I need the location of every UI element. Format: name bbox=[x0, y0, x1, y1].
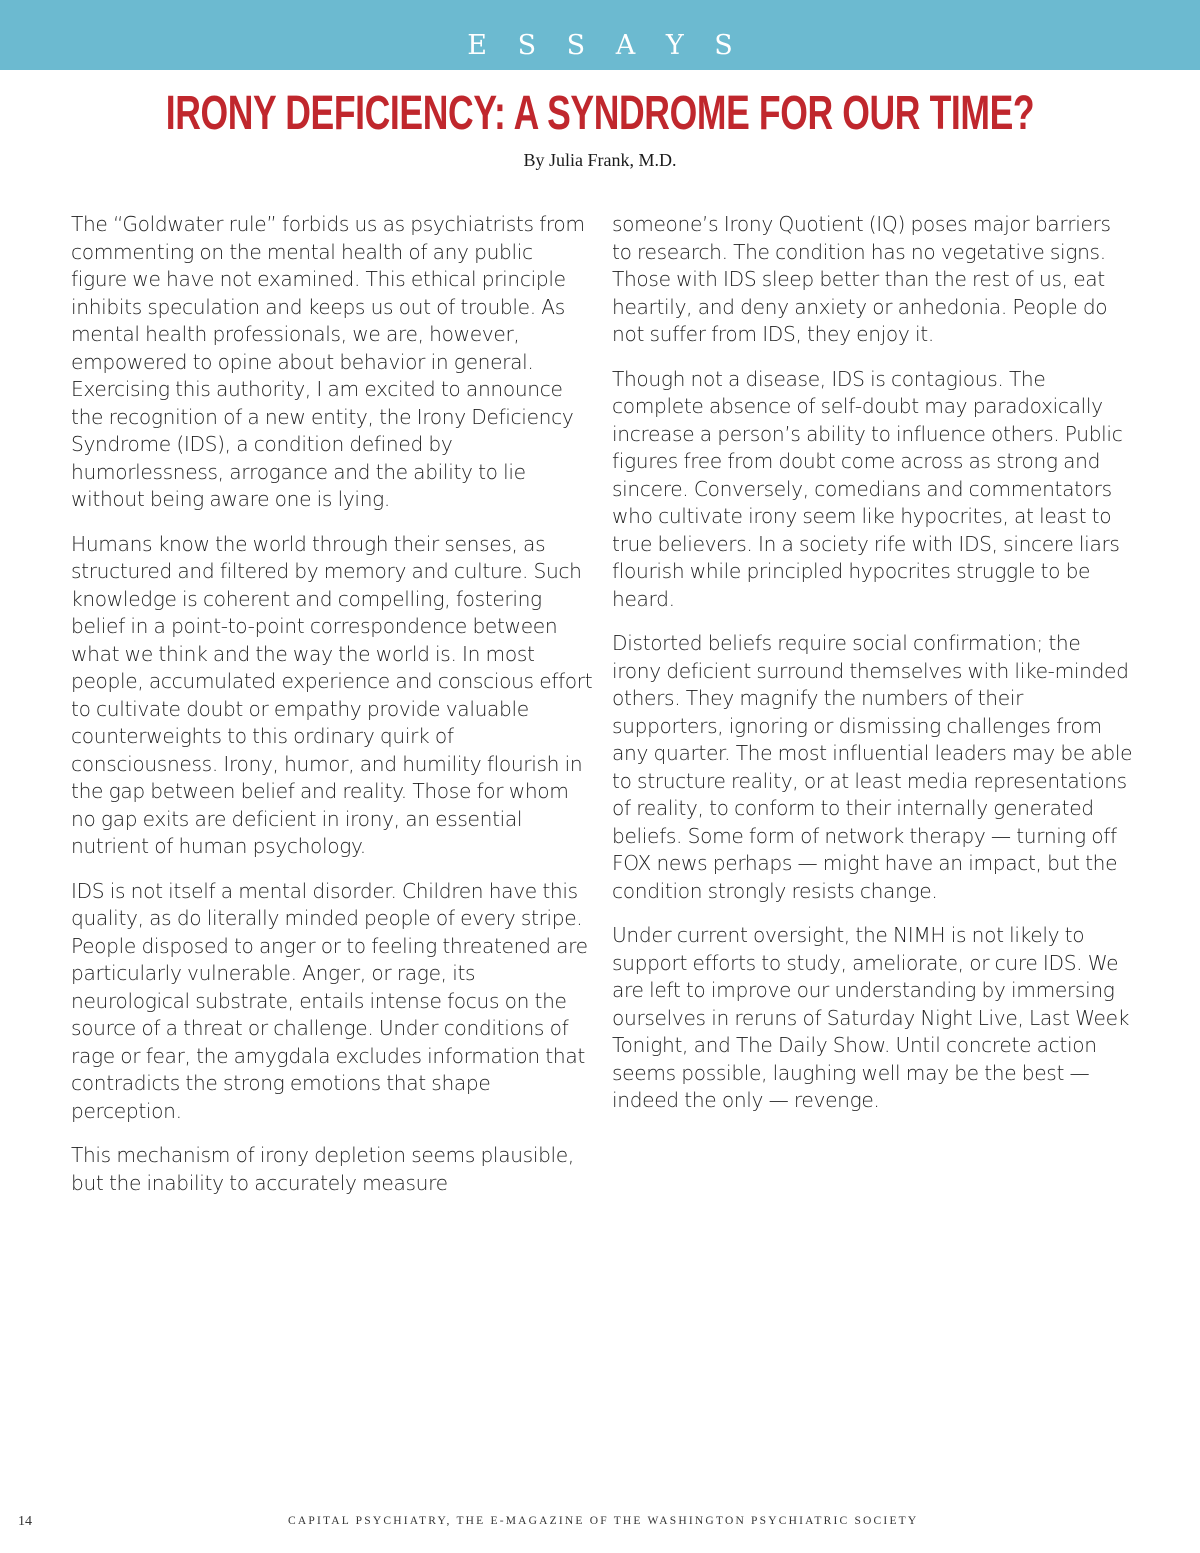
paragraph: This mechanism of irony depletion seems plausible, but the inability to accurately measure bbox=[71, 1143, 574, 1195]
footer-publication: CAPITAL PSYCHIATRY, THE E-MAGAZINE OF THE WASHINGTON PSYCHIATRIC SOCIETY bbox=[288, 1515, 919, 1527]
section-banner bbox=[0, 0, 1200, 70]
left-column bbox=[71, 211, 593, 1214]
paragraph: The “Goldwater rule” forbids us as psychiatrists from commenting on the mental health of any public figure we have not examined. This ethical principle inhibits speculation and keeps us out of trouble. As mental health professionals, we are, however, empowered to opine about behavior in general. Exercising this authority, I am excited to announce the recognition of a new entity, the Irony Deficiency Syndrome (IDS), a condition defined by humorlessness, arrogance and the ability to lie without being aware one is lying. bbox=[71, 212, 585, 511]
paragraph: Though not a disease, IDS is contagious. The complete absence of self-doubt may paradoxically increase a person’s ability to influence others. Public figures free from doubt come across as strong and sincere. Conversely, comedians and commentators who cultivate irony seem like hypocrites, at least to true believers. In a society rife with IDS, sincere liars flourish while principled hypocrites struggle to be heard. bbox=[612, 366, 1123, 611]
paragraph: someone’s Irony Quotient (IQ) poses major barriers to research. The condition has no vegetative signs. Those with IDS sleep better than the rest of us, eat heartily, and deny anxiety or anhedonia. People do not suffer from IDS, they enjoy it. bbox=[612, 212, 1111, 346]
byline: By Julia Frank, M.D. bbox=[523, 150, 677, 170]
paragraph: Distorted beliefs require social confirmation; the irony deficient surround themselves with like-minded others. They magnify the numbers of their supporters, ignoring or dismissing challenges from any quarter. The most influential leaders may be able to structure reality, or at least media representations of reality, to conform to their internally generated beliefs. Some form of network therapy — turning off FOX news perhaps — might have an impact, but the condition strongly resists change. bbox=[612, 631, 1133, 903]
paragraph: IDS is not itself a mental disorder. Children have this quality, as do literally minded people of every stripe. People disposed to anger or to feeling threatened are particularly vulnerable. Anger, or rage, its neurological substrate, entails intense focus on the source of a threat or challenge. Under conditions of rage or fear, the amygdala excludes information that contradicts the strong emotions that shape perception. bbox=[71, 878, 588, 1123]
paragraph: Humans know the world through their senses, as structured and filtered by memory and culture. Such knowledge is coherent and compelling, fostering belief in a point-to-point correspondence between what we think and the way the world is. In most people, accumulated experience and conscious effort to cultivate doubt or empathy provide valuable counterweights to this ordinary quirk of consciousness. Irony, humor, and humility flourish in the gap between belief and reality. Those for whom no gap exits are deficient in irony, an essential nutrient of human psychology. bbox=[71, 531, 593, 858]
paragraph: Under current oversight, the NIMH is not likely to support efforts to study, ameliorate, or cure IDS. We are left to improve our understanding by immersing ourselves in reruns of Saturday Night Live, Last Week Tonight, and The Daily Show. Until concrete action seems possible, laughing well may be the best — indeed the only — revenge. bbox=[612, 923, 1130, 1112]
page-number: 14 bbox=[18, 1514, 32, 1529]
section-label: E S S A Y S bbox=[467, 30, 744, 61]
article-title: IRONY DEFICIENCY: A SYNDROME FOR OUR TIME? bbox=[165, 87, 1035, 140]
right-column bbox=[612, 211, 1134, 1132]
